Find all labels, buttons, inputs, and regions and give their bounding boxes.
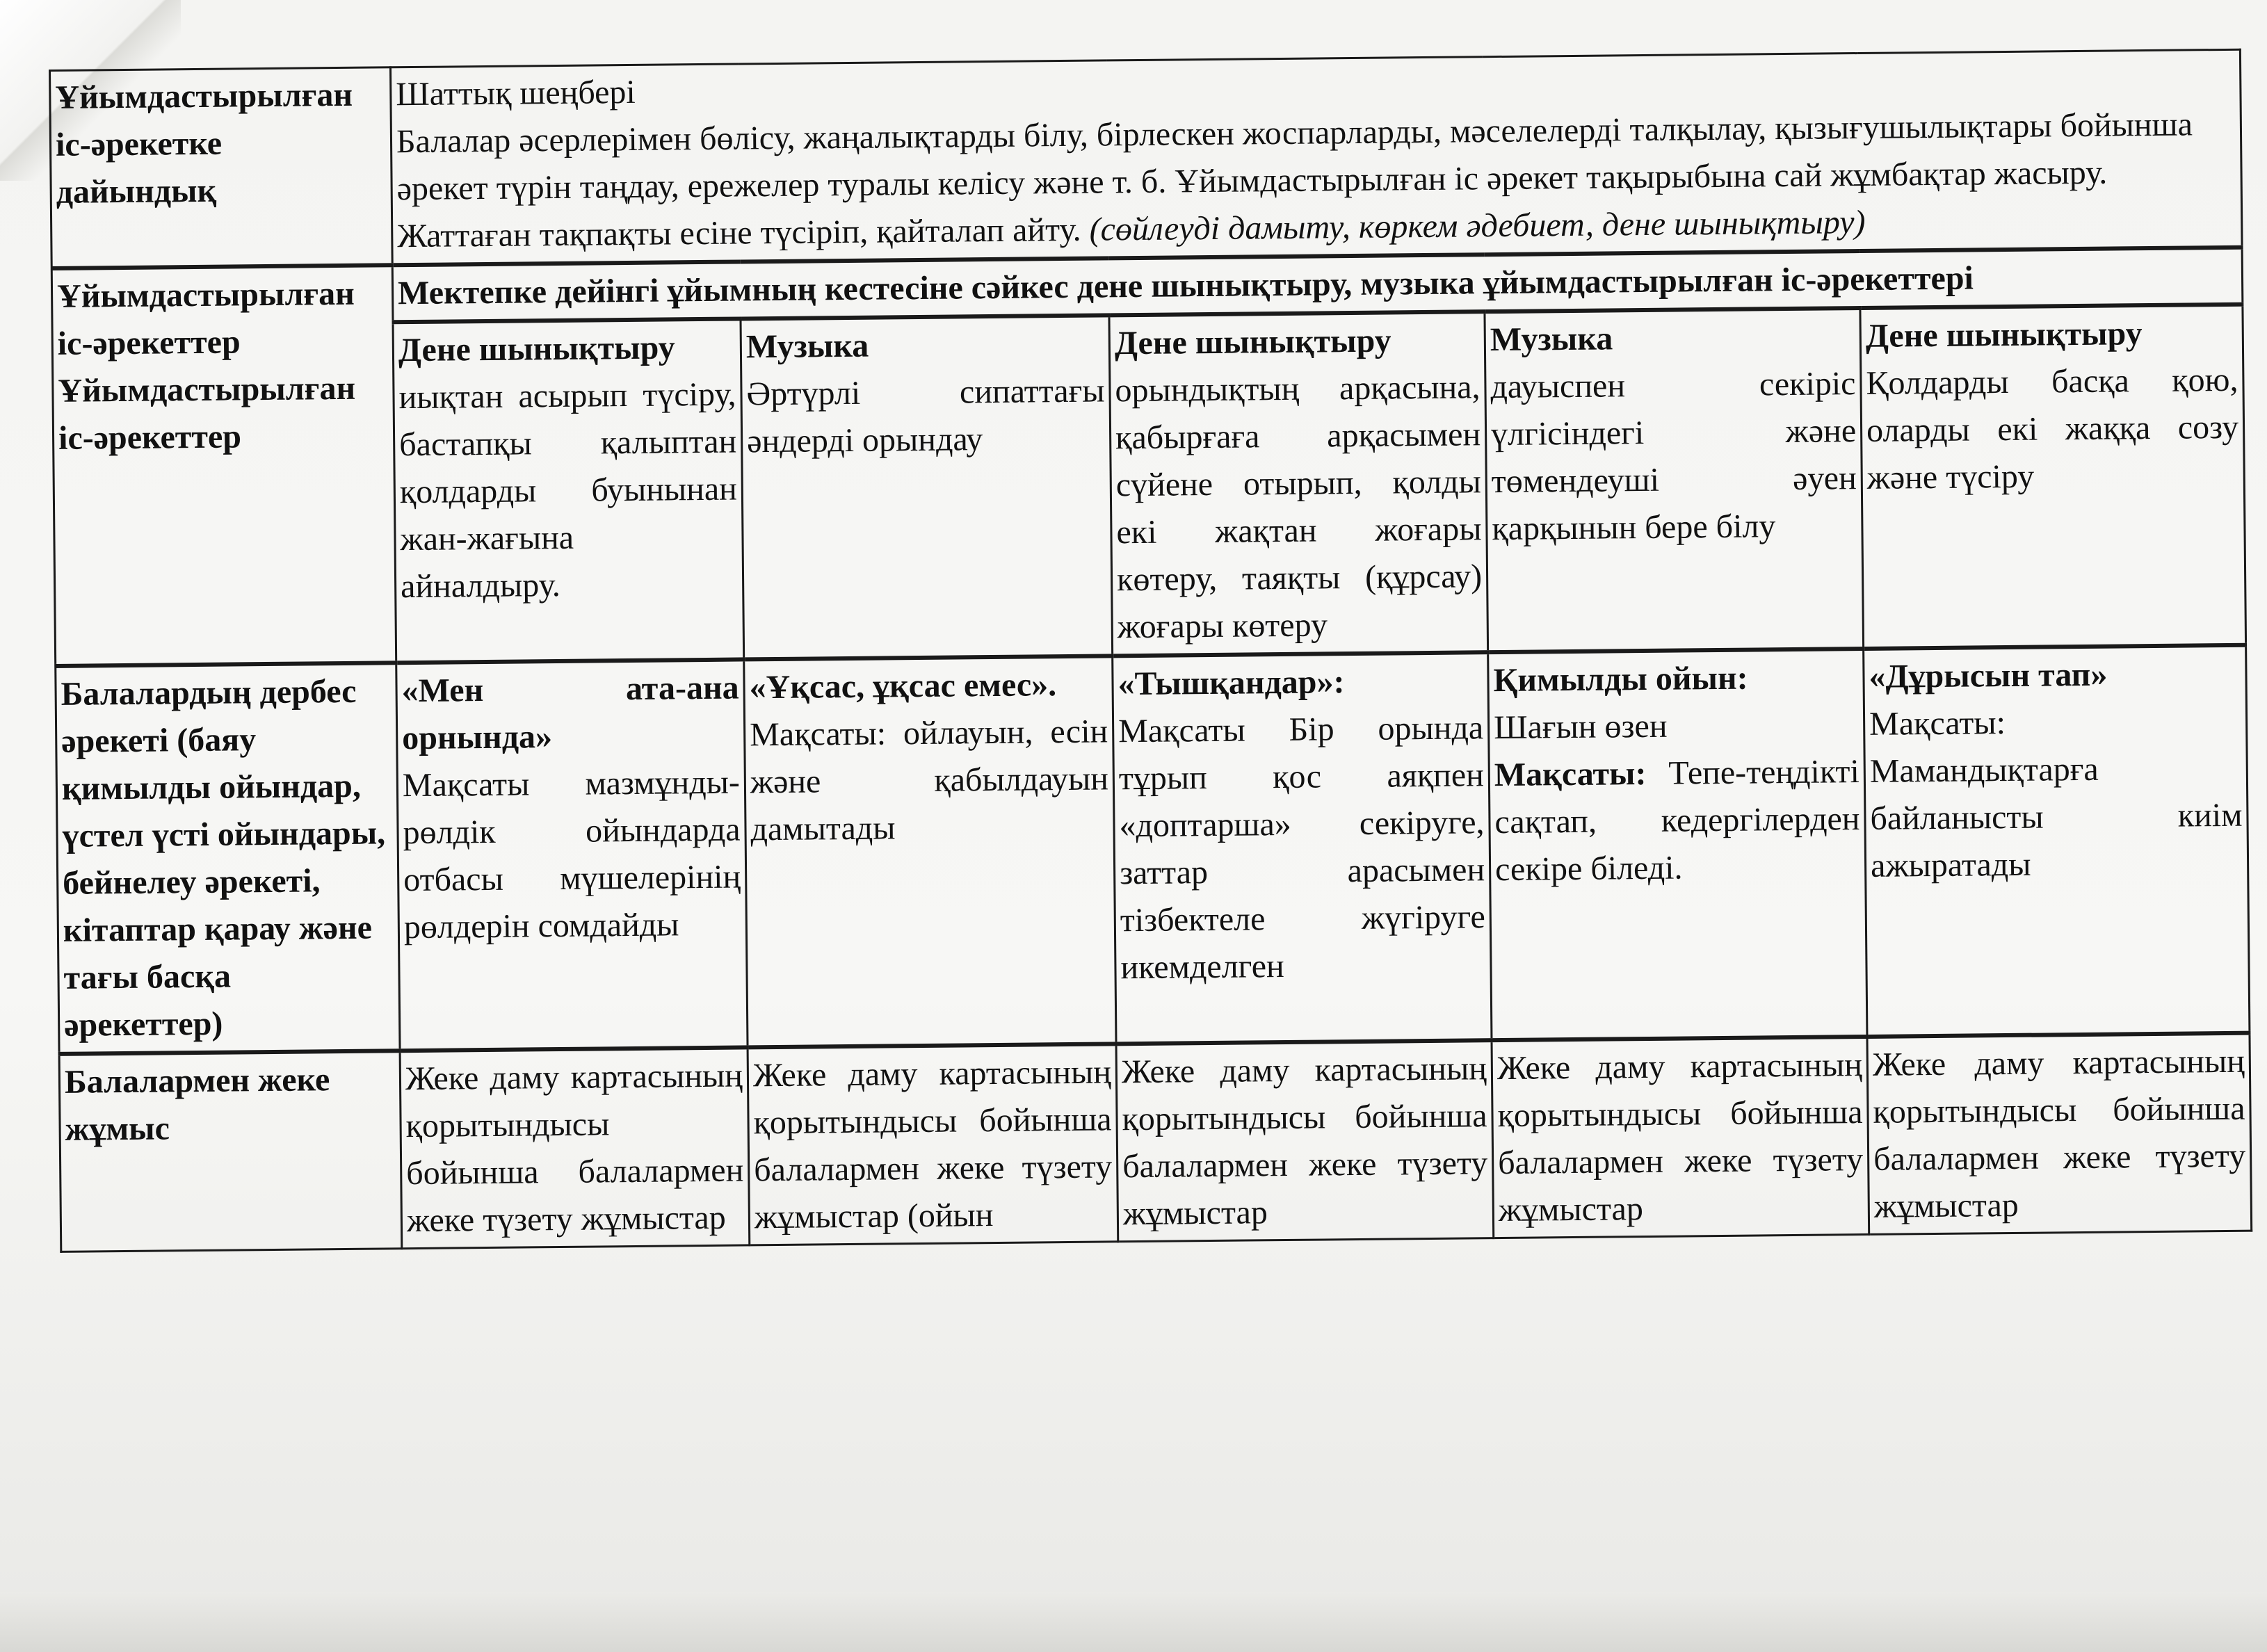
organized-day-text: дауыспен секіріс үлгісіндегі және төмендеуші әуен қарқынын бере білу	[1490, 365, 1857, 548]
row-label-independent: Балалардың дербес әрекеті (баяу қимылды ойындар, үстел үсті ойындары, бейнелеу әрекеті, кітаптар қарау және тағы басқа әрекеттер)	[56, 663, 400, 1054]
individual-day-cell: Жеке даму картасының қорытындысы бойынша балалармен жеке түзету жұмыстар	[400, 1047, 750, 1248]
organized-day-cell	[1485, 308, 1864, 652]
row-individual	[59, 1033, 2252, 1252]
organized-day-subject: Музыка	[745, 327, 869, 366]
row-independent	[56, 645, 2250, 1054]
independent-game-title: «Мен ата-ана орнында»	[401, 669, 739, 757]
independent-day-cell	[1113, 652, 1492, 1044]
organized-day-subject: Дене шынықтыру	[398, 329, 675, 369]
row-label-organized-2: Ұйымдастырылған іс-әрекеттер	[58, 369, 356, 457]
organized-day-cell	[741, 315, 1113, 659]
independent-day-cell	[1864, 645, 2250, 1037]
independent-game-title: «Тышқандар»:	[1118, 663, 1345, 703]
independent-game-subtitle: Шағын өзен	[1493, 707, 1668, 747]
page-bottom-edge	[0, 1592, 2267, 1652]
independent-game-text: Мақсаты: ойлауын, есін және қабылдауын дамытады	[749, 713, 1109, 848]
organized-day-cell	[393, 318, 744, 663]
individual-day-cell: Жеке даму картасының қорытындысы бойынша балалармен жеке түзету жұмыстар	[1867, 1033, 2252, 1235]
preparation-title: Шаттық шеңбері	[396, 73, 636, 113]
organized-day-text: орындықтың арқасына, қабырғаға арқасымен сүйене отырып, қолды екі жақтан жоғары көтеру, таяқты (құрсау) жоғары көтеру	[1115, 369, 1483, 646]
individual-day-cell: Жеке даму картасының қорытындысы бойынша балалармен жеке түзету жұмыстар	[1492, 1037, 1869, 1238]
organized-day-text: Әртүрлі сипаттағы әндерді орындау	[746, 372, 1105, 460]
independent-game-title: «Ұқсас, ұқсас емес».	[749, 666, 1057, 706]
independent-game-title: Қимылды ойын:	[1493, 659, 1748, 699]
organized-day-subject: Дене шынықтыру	[1114, 322, 1391, 362]
organized-day-cell	[1860, 305, 2246, 649]
row-label-preparation: Ұйымдастырылған іс-әрекетке дайындық	[50, 67, 393, 268]
organized-day-subject: Музыка	[1490, 320, 1613, 359]
independent-game-text: Мақсаты мазмұнды-рөлдік ойындарда отбасы мүшелерінің рөлдерін сомдайды	[402, 763, 741, 946]
preparation-note: (сөйлеуді дамыту, көркем әдебиет, дене шынықтыру)	[1089, 203, 1866, 248]
row-preparation	[50, 49, 2243, 268]
independent-game-title: «Дұрысын тап»	[1869, 656, 2108, 695]
independent-game-text: Тепе-теңдікті сақтап, кедергілерден секіре біледі.	[1494, 753, 1860, 889]
independent-game-text: Мақсаты: Мамандықтарға байланысты киім ажыратады	[1869, 704, 2243, 884]
organized-day-subject: Дене шынықтыру	[1865, 315, 2143, 355]
independent-day-cell	[1488, 649, 1867, 1040]
organized-day-text: иықтан асырып түсіру, бастапқы қалыптан қолдарды буынынан жан-жағына айналдыру.	[398, 375, 738, 606]
individual-day-cell: Жеке даму картасының қорытындысы бойынша балалармен жеке түзету жұмыстар (ойын	[748, 1044, 1118, 1245]
independent-day-cell	[744, 656, 1116, 1047]
row-label-organized-1: Ұйымдастырылған іс-әрекеттер	[56, 275, 355, 362]
organized-header: Мектепке дейінгі ұйымның кестесіне сәйкес дене шынықтыру, музыка ұйымдастырылған іс-әрекеттері	[392, 248, 2243, 323]
individual-day-cell: Жеке даму картасының қорытындысы бойынша балалармен жеке түзету жұмыстар	[1116, 1040, 1494, 1242]
daily-plan-table	[49, 49, 2252, 1253]
independent-game-text: Мақсаты Бір орында тұрып қос аяқпен «доптарша» секіруге, заттар арасымен тізбектеле жүгіруге икемделген	[1118, 709, 1486, 987]
preparation-text: Балалар әсерлерімен бөлісу, жаңалықтарды білу, бірлескен жоспарларды, мәселелерді талқылау, қызығушылықтары бойынша әрекет түрін таңдау, ережелер туралы келісу және т. б. Ұйымдастырылған іс әрекет тақырыбына сай жұмбақтар жасыру. Жаттаған тақпақты есіне түсіріп, қайталап айту.	[396, 106, 2193, 255]
row-label-organized	[51, 265, 396, 666]
independent-goal-label: Мақсаты:	[1494, 754, 1647, 794]
organized-day-cell	[1109, 311, 1488, 656]
organized-day-text: Қолдарды басқа қою, оларды екі жаққа созу және түсіру	[1866, 361, 2239, 496]
preparation-content	[390, 49, 2242, 265]
row-label-individual: Балалармен жеке жұмыс	[59, 1051, 402, 1252]
independent-day-cell	[396, 659, 748, 1051]
daily-plan-sheet	[49, 49, 2250, 1253]
